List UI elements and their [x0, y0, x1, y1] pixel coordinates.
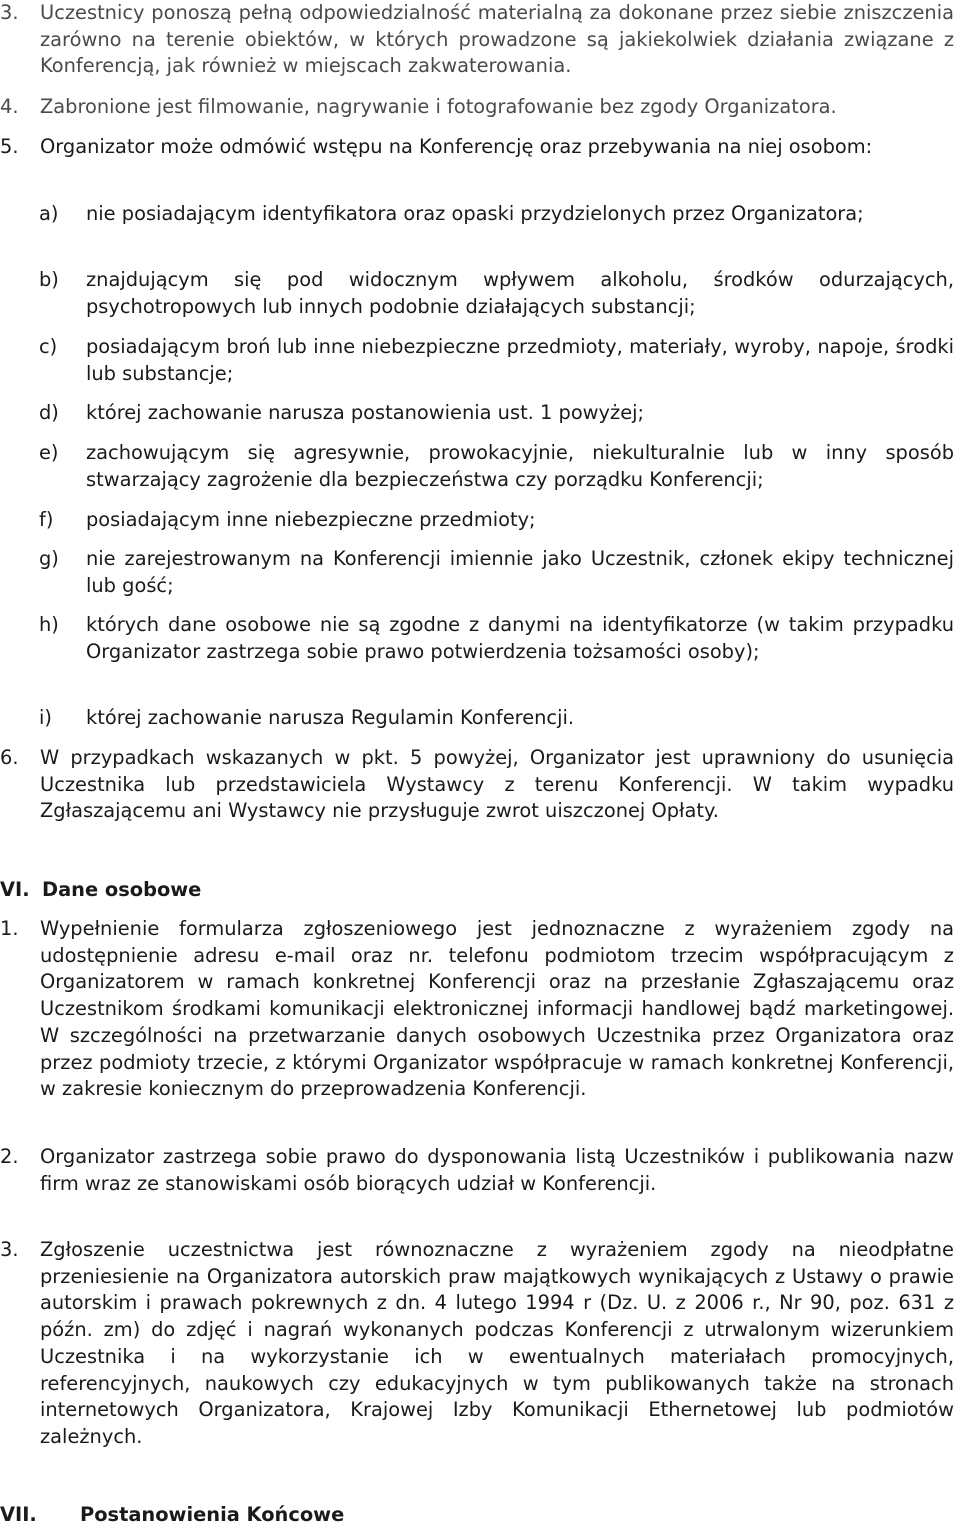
paragraph-text: Zgłoszenie uczestnictwa jest równoznaczne z wyrażeniem zgody na nieodpłatne przeniesienie na Organizatora autorskich praw majątkowych wynikających z Ustawy o prawie autorskim i prawach pokrewnych z dn. 4 lutego 1994 r (Dz. U. z 2006 r., Nr 90, poz. 631 z późn. zm) do zdjęć i nagrań wykonanych podczas Konferencji z utrwalonym wizerunkiem Uczestnika i na wykorzystanie ich w ewentualnych materiałach promocyjnych, referencyjnych, naukowych czy edukacyjnych w tym publikowanych także na stronach internetowych Organizatora, Krajowej Izby Komunikacji Ethernetowej lub podmiotów zależnych. [40, 1238, 954, 1448]
paragraph-number: 4. [0, 95, 19, 118]
subitem-letter: i) [39, 706, 52, 729]
paragraph-3 [0, 0, 954, 80]
subitem-letter: f) [39, 508, 54, 531]
section-number: VII. [0, 1503, 37, 1526]
paragraph-text: Organizator może odmówić wstępu na Konferencję oraz przebywania na niej osobom: [40, 135, 873, 158]
section-heading-vi [0, 877, 202, 904]
subitem-f [39, 507, 954, 534]
subitem-letter: d) [39, 401, 59, 424]
paragraph-6 [0, 745, 954, 825]
subitem-g [39, 546, 954, 599]
subitem-text: której zachowanie narusza Regulamin Konferencji. [86, 706, 575, 729]
paragraph-5 [0, 134, 954, 161]
paragraph-text: Zabronione jest filmowanie, nagrywanie i fotografowanie bez zgody Organizatora. [40, 95, 837, 118]
paragraph-text: W przypadkach wskazanych w pkt. 5 powyżej, Organizator jest uprawniony do usunięcia Uczestnika lub przedstawiciela Wystawcy z terenu Konferencji. W takim wypadku Zgłaszającemu ani Wystawcy nie przysługuje zwrot uiszczonej Opłaty. [40, 746, 954, 823]
paragraph-text: Organizator zastrzega sobie prawo do dysponowania listą Uczestników i publikowania nazw firm wraz ze stanowiskami osób biorących udział w Konferencji. [40, 1145, 954, 1195]
data-paragraph-2 [0, 1144, 954, 1197]
subitem-letter: e) [39, 441, 59, 464]
subitem-a [39, 201, 954, 228]
paragraph-number: 6. [0, 746, 19, 769]
subitem-letter: a) [39, 202, 59, 225]
paragraph-4 [0, 94, 954, 121]
subitem-letter: h) [39, 613, 59, 636]
subitem-h [39, 612, 954, 665]
paragraph-text: Wypełnienie formularza zgłoszeniowego jest jednoznaczne z wyrażeniem zgody na udostępnienie adresu e-mail oraz nr. telefonu podmiotom trzecim współpracującym z Organizatorem w ramach konkretnej Konferencji oraz na przesłanie Zgłaszającemu oraz Uczestnikom środkami komunikacji elektronicznej informacji handlowej bądź marketingowej. W szczególności na przetwarzanie danych osobowych Uczestnika przez Organizatora oraz przez podmioty trzecie, z którymi Organizator współpracuje w ramach konkretnej Konferencji, w zakresie koniecznym do przeprowadzenia Konferencji. [40, 917, 954, 1101]
subitem-d [39, 400, 954, 427]
subitem-text: której zachowanie narusza postanowienia ust. 1 powyżej; [86, 401, 645, 424]
section-number: VI. [0, 878, 30, 901]
subitem-text: których dane osobowe nie są zgodne z danymi na identyfikatorze (w takim przypadku Organizator zastrzega sobie prawo potwierdzenia tożsamości osoby); [86, 613, 954, 663]
paragraph-number: 3. [0, 1, 19, 24]
subitem-text: zachowującym się agresywnie, prowokacyjnie, niekulturalnie lub w inny sposób stwarzający zagrożenie dla bezpieczeństwa czy porządku Konferencji; [86, 441, 954, 491]
data-paragraph-1 [0, 916, 954, 1103]
paragraph-text: Uczestnicy ponoszą pełną odpowiedzialność materialną za dokonane przez siebie zniszczenia zarówno na terenie obiektów, w których prowadzone są jakiekolwiek działania związane z Konferencją, jak również w miejscach zakwaterowania. [40, 1, 954, 78]
paragraph-number: 1. [0, 917, 19, 940]
section-heading-vii [0, 1502, 345, 1529]
subitem-i [39, 705, 954, 732]
subitem-text: posiadającym broń lub inne niebezpieczne przedmioty, materiały, wyroby, napoje, środki lub substancje; [86, 335, 954, 385]
paragraph-number: 3. [0, 1238, 19, 1261]
subitem-letter: g) [39, 547, 59, 570]
subitem-text: nie zarejestrowanym na Konferencji imiennie jako Uczestnik, członek ekipy technicznej lub gość; [86, 547, 954, 597]
subitem-letter: b) [39, 268, 59, 291]
section-title: Dane osobowe [42, 878, 202, 901]
subitem-text: posiadającym inne niebezpieczne przedmioty; [86, 508, 536, 531]
subitem-text: znajdującym się pod widocznym wpływem alkoholu, środków odurzających, psychotropowych lub innych podobnie działających substancji; [86, 268, 954, 318]
paragraph-number: 5. [0, 135, 19, 158]
paragraph-number: 2. [0, 1145, 19, 1168]
section-title: Postanowienia Końcowe [80, 1503, 345, 1526]
subitem-e [39, 440, 954, 493]
data-paragraph-3 [0, 1237, 954, 1451]
subitem-text: nie posiadającym identyfikatora oraz opaski przydzielonych przez Organizatora; [86, 202, 864, 225]
subitem-c [39, 334, 954, 387]
subitem-b [39, 267, 954, 320]
subitem-letter: c) [39, 335, 58, 358]
